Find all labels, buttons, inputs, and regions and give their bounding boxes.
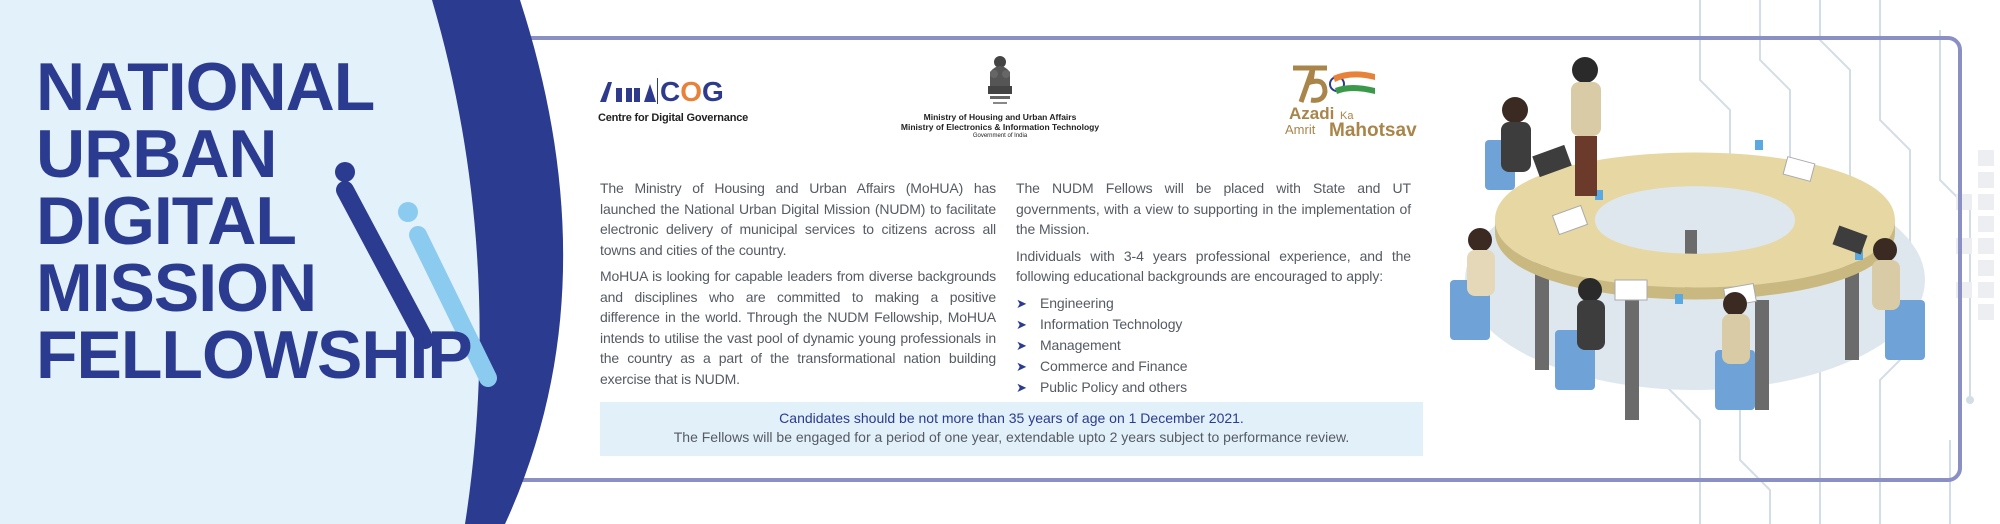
intro-column bbox=[600, 178, 996, 395]
title-line: FELLOWSHIP bbox=[36, 317, 472, 393]
intro-paragraph: The Ministry of Housing and Urban Affairs (MoHUA) has launched the National Urban Digital Mission (NUDM) to facilitate electronic delivery of municipal services to citizens across all towns and cities of the country. bbox=[600, 180, 996, 258]
azadi-75-mark-icon bbox=[1291, 64, 1377, 106]
azadi-ka-amrit-mahotsav-logo bbox=[1285, 64, 1425, 144]
title-line: DIGITAL bbox=[36, 183, 296, 259]
arrow-bullet-icon: ➤ bbox=[1016, 337, 1027, 353]
fellowship-title bbox=[36, 49, 472, 393]
government-logo bbox=[890, 52, 1110, 152]
mohua-paragraph: MoHUA is looking for capable leaders from diverse backgrounds and disciplines who are committed to making a positive difference in the world. Through the NUDM Fellowship, MoHUA intends to utilise the vast pool of dynamic young professionals in the country as a part of the transformational nation building exercise that is NUDM. bbox=[600, 268, 996, 387]
disciplines-list bbox=[1016, 293, 1411, 398]
title-line: MISSION bbox=[36, 250, 317, 326]
cdg-wordmark: COG bbox=[660, 76, 724, 107]
mahotsav-word: Mahotsav bbox=[1329, 120, 1417, 141]
eligibility-banner bbox=[600, 402, 1423, 456]
list-item: ➤ Engineering bbox=[1016, 293, 1411, 314]
azadi-word: Azadi bbox=[1289, 104, 1335, 123]
arrow-bullet-icon: ➤ bbox=[1016, 379, 1027, 395]
eligibility-column bbox=[1016, 178, 1411, 398]
list-item: ➤ Information Technology bbox=[1016, 314, 1411, 335]
experience-paragraph: Individuals with 3-4 years professional experience, and the following educational backgrounds are encouraged to apply: bbox=[1016, 247, 1411, 284]
placement-paragraph: The NUDM Fellows will be placed with State and UT governments, with a view to supporting in the implementation of the Mission. bbox=[1016, 180, 1411, 237]
meeting-table-illustration bbox=[1425, 50, 1945, 450]
government-of-india: Government of India bbox=[972, 133, 1028, 139]
cdg-caption: Centre for Digital Governance bbox=[598, 112, 749, 124]
arrow-bullet-icon: ➤ bbox=[1016, 358, 1027, 374]
ministry-electronics: Ministry of Electronics & Information Technology bbox=[900, 122, 1100, 132]
ministry-housing: Ministry of Housing and Urban Affairs bbox=[923, 112, 1077, 122]
list-item: ➤ Commerce and Finance bbox=[1016, 356, 1411, 377]
list-item: ➤ Management bbox=[1016, 335, 1411, 356]
ka-word: Ka bbox=[1340, 110, 1354, 122]
age-limit-note: Candidates should be not more than 35 years of age on 1 December 2021. bbox=[779, 410, 1244, 426]
niua-mark-icon bbox=[598, 76, 658, 104]
amrit-word: Amrit bbox=[1285, 122, 1316, 137]
list-item: ➤ Public Policy and others bbox=[1016, 377, 1411, 398]
national-emblem-icon bbox=[980, 52, 1020, 112]
arrow-bullet-icon: ➤ bbox=[1016, 316, 1027, 332]
arrow-bullet-icon: ➤ bbox=[1016, 295, 1027, 311]
tenure-note: The Fellows will be engaged for a period of one year, extendable upto 2 years subject to performance review. bbox=[673, 429, 1350, 445]
title-line: URBAN bbox=[36, 116, 277, 192]
title-line: NATIONAL bbox=[36, 49, 375, 125]
niua-cdg-logo bbox=[598, 72, 749, 134]
